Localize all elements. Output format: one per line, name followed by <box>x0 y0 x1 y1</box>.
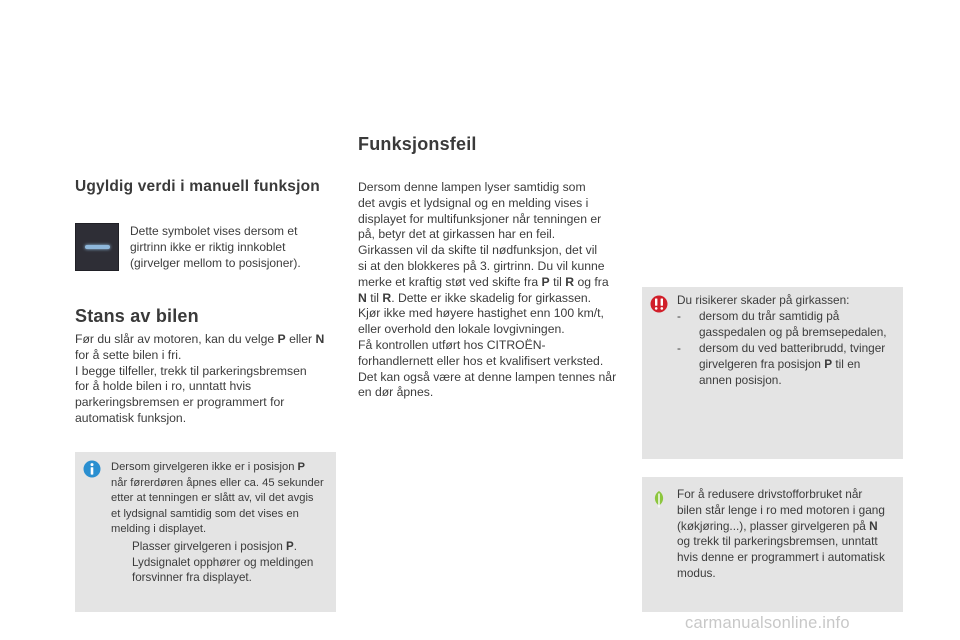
text-line: Dersom girvelgeren ikke er i posisjon P <box>111 461 306 473</box>
text-line: N til R. Dette er ikke skadelig for girkassen. <box>358 290 592 305</box>
leaf-icon <box>650 490 668 508</box>
eco-note-text <box>677 487 885 582</box>
text-line: Det kan også være at denne lampen tennes når <box>358 369 617 384</box>
symbol-description <box>130 224 301 271</box>
text-line: Girkassen vil da skifte til nødfunksjon, det vil <box>358 243 598 258</box>
text-line: og trekk til parkeringsbremsen, unntatt <box>677 534 878 549</box>
text-line: Plasser girvelgeren i posisjon P. <box>132 540 297 553</box>
info-note-text <box>111 460 324 538</box>
section-title-stopping: Stans av bilen <box>75 306 199 326</box>
text-line: eller overhold den lokale lovgivningen. <box>358 322 565 337</box>
text-line: for å sette bilen i fri. <box>75 347 182 362</box>
warning-note-text <box>677 292 887 388</box>
list-item: - dersom du ved batteribrudd, tvinger girvelgeren fra posisjon P til en annen posisjon. <box>677 341 886 387</box>
text-line: hvis denne er programmert i automatisk <box>677 550 885 565</box>
text-line: en dør åpnes. <box>358 385 434 400</box>
text-line: girvelgeren fra posisjon P til en <box>699 357 861 371</box>
stopping-paragraph <box>75 332 324 427</box>
text-line: merke et kraftig støt ved skifte fra P til R og fra <box>358 274 609 289</box>
text-line: automatisk funksjon. <box>75 410 187 425</box>
text-line: når førerdøren åpnes eller ca. 45 sekunder <box>111 476 324 489</box>
text-line: annen posisjon. <box>699 373 782 387</box>
text-line: (køkjøring...), plasser girvelgeren på N <box>677 518 878 533</box>
text-line: på, betyr det at girkassen har en feil. <box>358 227 556 242</box>
text-line: forsvinner fra displayet. <box>132 571 252 585</box>
malfunction-paragraph <box>358 180 616 401</box>
text-line: Kjør ikke med høyere hastighet enn 100 km/t, <box>358 306 604 321</box>
list-item: - dersom du trår samtidig på gasspedalen og på bremsepedalen, <box>677 309 887 339</box>
eco-note-panel <box>642 477 903 612</box>
indicator-bar-icon <box>85 245 110 249</box>
text-line: etter at tenningen er slått av, vil det avgis <box>111 492 314 505</box>
text-line: For å redusere drivstofforbruket når <box>677 487 863 501</box>
text-line: dersom du ved batteribrudd, tvinger <box>699 341 886 355</box>
section-title-malfunction: Funksjonsfeil <box>358 134 477 154</box>
text-line: dersom du trår samtidig på <box>699 309 840 323</box>
text-line: Dette symbolet vises dersom et <box>130 224 298 238</box>
text-line: (girvelger mellom to posisjoner). <box>130 255 301 270</box>
text-line: si at den blokkeres på 3. girtrinn. Du vil kunne <box>358 258 605 273</box>
warning-note-panel <box>642 287 903 459</box>
text-line: for å holde bilen i ro, unntatt hvis <box>75 379 252 394</box>
info-note-panel <box>75 452 336 612</box>
text-line: Lydsignalet opphører og meldingen <box>132 555 314 569</box>
watermark-text: carmanualsonline.info <box>685 614 850 632</box>
text-line: Dersom denne lampen lyser samtidig som <box>358 180 586 194</box>
text-line: I begge tilfeller, trekk til parkeringsbremsen <box>75 363 307 378</box>
gear-fault-symbol <box>75 223 119 271</box>
text-line: displayet for multifunksjoner når tenningen er <box>358 211 602 226</box>
text-line: Få kontrollen utført hos CITROËN- <box>358 337 546 352</box>
text-line: det avgis et lydsignal og en melding vises i <box>358 195 589 210</box>
text-line: gasspedalen og på bremsepedalen, <box>699 325 887 339</box>
text-line: girtrinn ikke er riktig innkoblet <box>130 239 286 254</box>
text-line: forhandlernett eller hos et kvalifisert verksted. <box>358 353 604 368</box>
text-line: modus. <box>677 565 716 580</box>
section-title-manual-mode: Ugyldig verdi i manuell funksjon <box>75 178 320 195</box>
text-line: melding i displayet. <box>111 523 207 536</box>
warning-icon <box>650 295 668 313</box>
text-line: parkeringsbremsen er programmert for <box>75 395 285 410</box>
text-line: Før du slår av motoren, kan du velge P eller N <box>75 332 325 346</box>
text-line: Du risikerer skader på girkassen: <box>677 293 850 307</box>
text-line: bilen står lenge i ro med motoren i gang <box>677 502 885 517</box>
info-icon <box>83 460 101 478</box>
text-line: et lydsignal samtidig som det vises en <box>111 507 299 520</box>
